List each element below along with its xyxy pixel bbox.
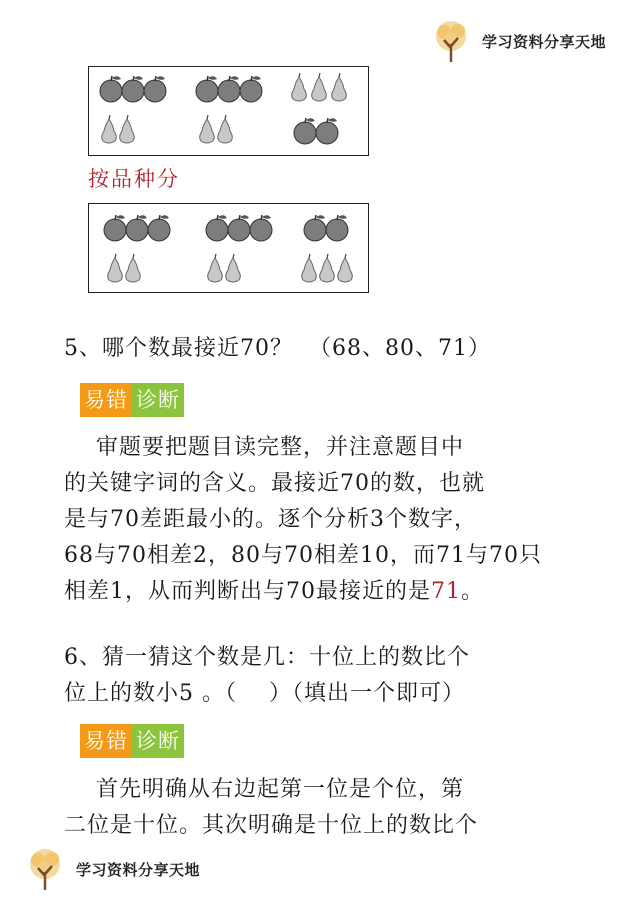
- q6-explanation-line-1: 首先明确从右边起第一位是个位，第: [64, 777, 464, 802]
- tag-part-2: 诊断: [132, 724, 184, 758]
- pear-group-b: [208, 254, 241, 282]
- q5-last-line-prefix: 相差1，从而判断出与70最接近的是: [64, 579, 431, 604]
- section-label-by-kind: 按品种分: [88, 167, 180, 191]
- apple-group-a: [104, 215, 170, 241]
- apple-group-b: [206, 215, 272, 241]
- tree-logo-icon: [22, 846, 68, 892]
- pear-group-1: [292, 73, 347, 101]
- tag-part-1: 易错: [80, 383, 132, 417]
- q6-explanation-line-2: 二位是十位。其次明确是十位上的数比个: [64, 813, 479, 838]
- q5-explanation-line-5: [64, 574, 484, 610]
- pear-group-a: [108, 254, 141, 282]
- apple-group-3: [294, 118, 338, 144]
- fruit-box-by-kind: [88, 203, 369, 293]
- tag-part-1: 易错: [80, 724, 132, 758]
- question-5: 5、哪个数最接近70？ （68、80、71）: [64, 336, 491, 361]
- fruit-illustration-mixed: [89, 67, 368, 155]
- q5-explanation-line-3: 是与70差距最小的。逐个分析3个数字，: [64, 507, 477, 532]
- q5-last-line-suffix: 。: [461, 579, 485, 604]
- pear-group-c: [302, 254, 353, 282]
- tag-part-2: 诊断: [132, 383, 184, 417]
- apple-group-2: [196, 76, 262, 102]
- error-diagnosis-tag-q5: [80, 383, 184, 417]
- brand-logo-bottom: [22, 846, 200, 892]
- brand-logo-top: [428, 18, 606, 64]
- q5-explanation-line-1: 审题要把题目读完整，并注意题目中: [64, 435, 464, 460]
- question-6-line-1: 6、猜一猜这个数是几：十位上的数比个: [64, 645, 470, 670]
- brand-name: 学习资料分享天地: [76, 860, 201, 879]
- apple-group-1: [100, 76, 166, 102]
- pear-group-3: [200, 115, 233, 143]
- fruit-illustration-sorted: [89, 204, 368, 292]
- q5-answer: 71: [431, 579, 461, 604]
- q5-explanation-line-4: 68与70相差2，80与70相差10，而71与70只: [64, 543, 542, 568]
- apple-group-c: [304, 215, 348, 241]
- pear-group-2: [102, 115, 135, 143]
- question-6-line-2: 位上的数小5 。（ ）（填出一个即可）: [64, 681, 465, 706]
- tree-logo-icon: [428, 18, 474, 64]
- error-diagnosis-tag-q6: [80, 724, 184, 758]
- q5-explanation-line-2: 的关键字词的含义。最接近70的数，也就: [64, 471, 485, 496]
- brand-name: 学习资料分享天地: [482, 32, 607, 51]
- fruit-box-original: [88, 66, 369, 156]
